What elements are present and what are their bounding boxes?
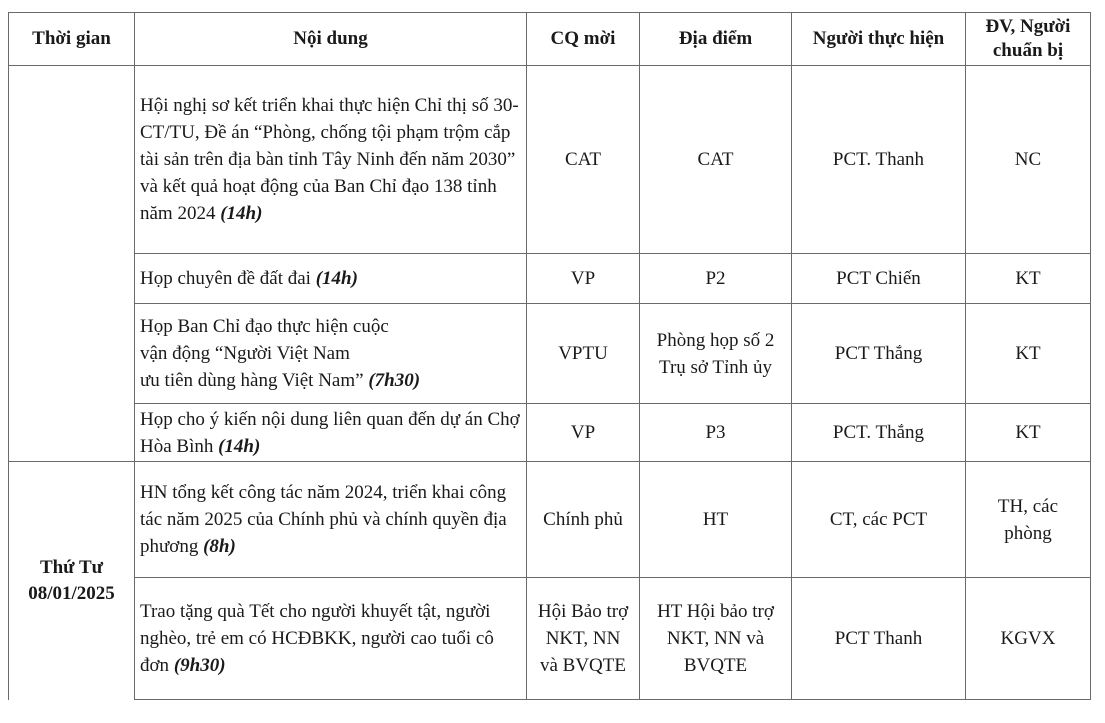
- inviter-cell: [527, 578, 640, 700]
- hour-text: (14h): [218, 435, 261, 457]
- header-preparer-line1: ĐV, Người: [985, 16, 1071, 37]
- header-content: Nội dung: [135, 13, 527, 66]
- time-cell: [9, 462, 135, 700]
- preparer-line: TH, các: [997, 495, 1059, 517]
- table-row: [9, 578, 1091, 700]
- table-row: [9, 304, 1091, 404]
- location-cell: P3: [640, 404, 792, 462]
- inviter-cell: CAT: [527, 66, 640, 254]
- header-row: [9, 13, 1091, 66]
- content-line: vận động “Người Việt Nam: [140, 343, 350, 364]
- location-cell: CAT: [640, 66, 792, 254]
- location-line: Phòng họp số 2: [656, 329, 775, 351]
- preparer-cell: KT: [966, 404, 1091, 462]
- content-cell: [135, 66, 527, 254]
- weekday-label: Thứ Tư: [39, 556, 104, 578]
- content-cell: [135, 304, 527, 404]
- header-inviter: CQ mời: [527, 13, 640, 66]
- location-cell: [640, 578, 792, 700]
- preparer-line: phòng: [1004, 522, 1052, 544]
- hour-text: (14h): [315, 268, 358, 289]
- content-text: Họp cho ý kiến nội dung liên quan đến dự án Chợ Hòa Bình: [140, 408, 520, 457]
- content-line: ưu tiên dùng hàng Việt Nam”: [140, 370, 369, 391]
- location-line: BVQTE: [683, 655, 748, 676]
- preparer-cell: [966, 462, 1091, 578]
- header-preparer: [966, 13, 1091, 66]
- inviter-cell: VP: [527, 254, 640, 304]
- header-preparer-line2: chuẩn bị: [992, 40, 1064, 61]
- preparer-cell: NC: [966, 66, 1091, 254]
- content-text: Họp chuyên đề đất đai: [140, 268, 316, 289]
- location-line: HT Hội bảo trợ: [657, 601, 774, 622]
- content-text: HN tổng kết công tác năm 2024, triển khai công tác năm 2025 của Chính phủ và chính quyền địa phương: [140, 482, 507, 557]
- header-location: Địa điểm: [640, 13, 792, 66]
- hour-text: (8h): [203, 536, 236, 557]
- header-performer: Người thực hiện: [792, 13, 966, 66]
- schedule-table: [8, 12, 1091, 700]
- preparer-cell: KT: [966, 304, 1091, 404]
- hour-text: (9h30): [173, 655, 226, 676]
- content-line: Họp Ban Chỉ đạo thực hiện cuộc: [140, 316, 389, 337]
- content-cell: [135, 578, 527, 700]
- content-text: Trao tặng quà Tết cho người khuyết tật, người nghèo, trẻ em có HCĐBKK, người cao tuổi cô đơn: [140, 601, 494, 676]
- time-cell-blank: [9, 66, 135, 462]
- table-row: [9, 404, 1091, 462]
- content-text: Hội nghị sơ kết triển khai thực hiện Chỉ thị số 30-CT/TU, Đề án “Phòng, chống tội phạm trộm cắp tài sản trên địa bàn tỉnh Tây Ninh đến năm 2030” và kết quả hoạt động của Ban Chỉ đạo 138 tỉnh năm 2024: [140, 95, 519, 224]
- inviter-cell: VP: [527, 404, 640, 462]
- table-row: [9, 254, 1091, 304]
- inviter-cell: Chính phủ: [527, 462, 640, 578]
- date-label: 08/01/2025: [28, 582, 115, 604]
- performer-cell: PCT. Thắng: [792, 404, 966, 462]
- content-cell: [135, 404, 527, 462]
- inviter-cell: VPTU: [527, 304, 640, 404]
- preparer-cell: KT: [966, 254, 1091, 304]
- location-cell: HT: [640, 462, 792, 578]
- performer-cell: PCT Chiến: [792, 254, 966, 304]
- hour-text: (14h): [220, 203, 263, 224]
- inviter-line: Hội Bảo trợ: [537, 601, 629, 622]
- location-line: NKT, NN và: [666, 628, 765, 649]
- content-cell: [135, 254, 527, 304]
- location-line: Trụ sở Tỉnh ủy: [659, 356, 772, 378]
- preparer-cell: KGVX: [966, 578, 1091, 700]
- hour-text: (7h30): [368, 370, 421, 391]
- location-cell: [640, 304, 792, 404]
- performer-cell: PCT. Thanh: [792, 66, 966, 254]
- inviter-line: NKT, NN: [545, 628, 621, 649]
- table-row: [9, 66, 1091, 254]
- performer-cell: CT, các PCT: [792, 462, 966, 578]
- performer-cell: PCT Thắng: [792, 304, 966, 404]
- inviter-line: và BVQTE: [539, 655, 626, 676]
- table-row: [9, 462, 1091, 578]
- performer-cell: PCT Thanh: [792, 578, 966, 700]
- location-cell: P2: [640, 254, 792, 304]
- header-time: Thời gian: [9, 13, 135, 66]
- content-cell: [135, 462, 527, 578]
